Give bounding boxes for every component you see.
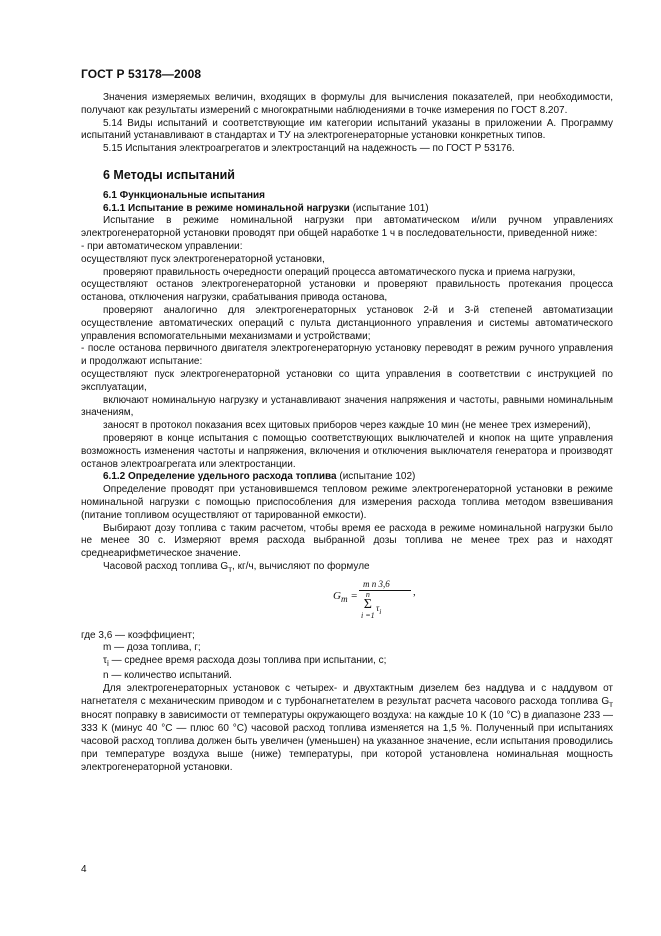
subscript: т [228, 563, 233, 574]
fuel-consumption-formula [81, 578, 613, 624]
subscript: т [609, 698, 613, 709]
paragraph [81, 683, 613, 775]
page-number: 4 [81, 864, 87, 875]
formula-intro-text: , кг/ч, вычисляют по формуле [232, 560, 370, 572]
section-6-title: 6 Методы испытаний [103, 167, 235, 182]
heading-6-1-2-suffix: (испытание 102) [336, 471, 416, 483]
formula-tau [376, 602, 381, 619]
list-item: проверяют правильность очередности операций процесса автоматического пуска и приема нагрузки, [103, 266, 576, 278]
formula-comma: , [413, 585, 416, 598]
list-item: проверяют в конце испытания с помощью соответствующих выключателей и кнопок на щите управления возможность изменения частоты и напряжения, включения и отключения выключателя генератора и производят останов электроагрегата или электростанции. [81, 432, 613, 470]
subscript: т [340, 593, 348, 604]
subscript: i [379, 606, 382, 616]
paragraph: Определение проводят при установившемся тепловом режиме электрогенераторной установки в режиме номинальной нагрузки с помощью приспособления для измерения расхода топлива методом взвешивания (питание топливом осуществляют от тарированной емкости). [81, 484, 613, 521]
list-item: осуществляют останов электрогенераторной установки и проверяют правильность протекания процесса останова, отключения нагрузки, срабатывания привода останова, [81, 279, 613, 304]
paragraph: Значения измеряемых величин, входящих в формулы для вычисления показателей, при необходимости, получают как результаты измерений с многократными наблюдениями в точке измерения по ГОСТ 8.207. [81, 92, 613, 116]
list-item: - после останова первичного двигателя электрогенераторную установку переводят в режим ручного управления и продолжают испытание: [81, 343, 613, 368]
paragraph-text: Для электрогенераторных установок с четырех- и двухтактным дизелем без наддува и с наддувом от нагнетателя с механическим приводом и с турбонагнетателем в результат расчета часового расхода топлива G [81, 682, 613, 707]
paragraph-5-14: 5.14 Виды испытаний и соответствующие им категории испытаний указаны в приложении А. Программу испытаний устанавливают в стандартах и ТУ на электрогенераторные установки конкретных типов. [81, 117, 613, 142]
formula-numerator: m n 3,6 [363, 578, 390, 589]
formula-intro-text: Часовой расход топлива G [103, 560, 229, 572]
sum-sign: Σ [363, 596, 372, 612]
heading-6-1-1 [81, 203, 613, 216]
document-header: ГОСТ Р 53178—2008 [81, 67, 202, 81]
paragraph-text: вносят поправку в зависимости от температуры окружающего воздуха: на каждые 10 К (10 °С) в диапазоне 233 —333 К (минус 40 °С — плюс 60 °С) часовой расход топлива изменяется на 1,5 %. Полученный при испытаниях часовой расход топлива должен быть увеличен (уменьшен) на указанное значение, если испытания проводились при температуре воздуха выше (ниже) температуры, при которой установлена номинальная мощность электрогенераторной установки. [81, 710, 613, 773]
formula-lhs [333, 590, 358, 606]
formula-eq: = [347, 589, 358, 602]
list-item: осуществляют пуск электрогенераторной установки, [81, 253, 325, 265]
heading-6-1-2-title: 6.1.2 Определение удельного расхода топлива [103, 471, 337, 483]
legend-item: m — доза топлива, г; [103, 642, 201, 654]
sum-lower-limit: i =1 [361, 610, 375, 620]
list-item: осуществляют пуск электрогенераторной установки со щита управления в соответствии с инструкцией по эксплуатации, [81, 368, 613, 393]
list-item: - при автоматическом управлении: [81, 240, 243, 252]
legend-text: — среднее время расхода дозы топлива при испытании, с; [108, 655, 387, 667]
tau-symbol: τ [103, 655, 107, 667]
list-item: проверяют аналогично для электрогенераторных установок 2-й и 3-й степеней автоматизации осуществление автоматических операций с пульта дистанционного управления и системы автоматического управления вспомогательными механизмами и устройствами; [81, 304, 613, 342]
list-item: заносят в протокол показания всех щитовых приборов через каждые 10 мин (не менее трех измерений), [103, 420, 591, 432]
list-item: включают номинальную нагрузку и устанавливают значения напряжения и частоты, равными номинальным значениям, [81, 394, 613, 419]
heading-6-1: 6.1 Функциональные испытания [103, 189, 266, 201]
heading-6-1-2 [81, 471, 613, 484]
heading-6-1-1-suffix: (испытание 101) [349, 202, 429, 214]
subscript: i [106, 658, 109, 669]
heading-6-1-1-title: 6.1.1 Испытание в режиме номинальной нагрузки [103, 202, 350, 214]
document-body [81, 92, 613, 774]
legend-item [81, 655, 613, 670]
formula-symbol: G [333, 589, 341, 602]
tau-symbol: τ [376, 602, 380, 613]
legend-item: n — количество испытаний. [103, 670, 232, 682]
formula-sum [361, 590, 375, 620]
sum-upper-limit: n [365, 589, 370, 599]
paragraph-5-15: 5.15 Испытания электроагрегатов и электростанций на надежность — по ГОСТ Р 53176. [103, 143, 515, 155]
legend-item: где 3,6 — коэффициент; [81, 629, 195, 641]
paragraph: Испытание в режиме номинальной нагрузки при автоматическом и/или ручном управлениях электрогенераторной установки проводят при общей наработке 1 ч в последовательности, приведенной ниже: [81, 215, 613, 240]
formula-intro [81, 561, 613, 576]
paragraph: Выбирают дозу топлива с таким расчетом, чтобы время ее расхода в режиме номинальной нагрузки было не менее 30 с. Измеряют время расхода выбранной дозы топлива не менее трех раз и находят среднеарифметическое значение. [81, 522, 613, 560]
